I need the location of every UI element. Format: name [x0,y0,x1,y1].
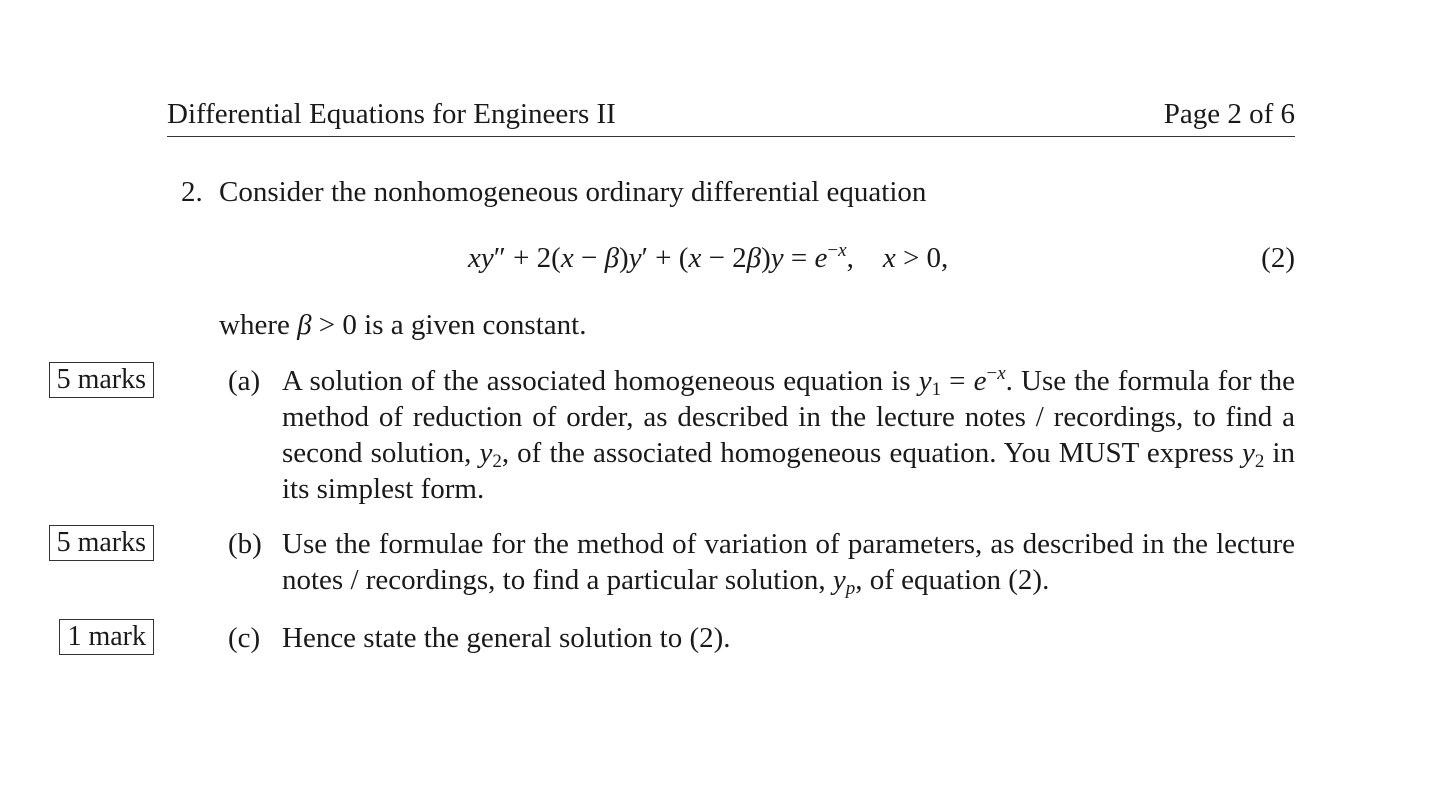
part-c [228,620,1295,656]
part-c-label: (c) [228,622,261,654]
marks-box-c: 1 mark [59,619,154,655]
part-b-label: (b) [228,528,262,560]
part-a-label: (a) [228,365,261,397]
marks-box-b: 5 marks [49,525,154,561]
question-intro-text: Consider the nonhomogeneous ordinary differential equation [219,176,927,208]
marks-box-a: 5 marks [49,362,154,398]
page-header [167,96,1295,137]
question-intro [181,176,926,209]
page-number: Page 2 of 6 [1163,98,1295,130]
part-c-text: Hence state the general solution to (2). [282,622,731,654]
part-b-text: Use the formulae for the method of variation of parameters, as described in the lecture notes / recordings, to find a particular solution, $y_p$, of equation (2). [282,528,1295,599]
equation-number: (2) [1261,242,1295,274]
question-number: 2. [181,176,203,208]
course-title: Differential Equations for Engineers II [167,98,616,130]
question-condition: where β > 0 is a given constant. [219,309,587,341]
part-a [228,363,1295,507]
part-b [228,526,1295,598]
part-a-text: A solution of the associated homogeneous equation is $y_1 = e^{-x}$. Use the formula for the method of reduction of order, as described in the lecture notes / recordings, to find a second solution, $y_2$, of the associated homogeneous equation. You MUST express $y_2$ in its simplest form. [282,363,1296,505]
equation-2: $xy'' + 2(x - \beta)y' + (x - 2\beta)y = e^{-x}$, x > 0, [468,240,949,274]
